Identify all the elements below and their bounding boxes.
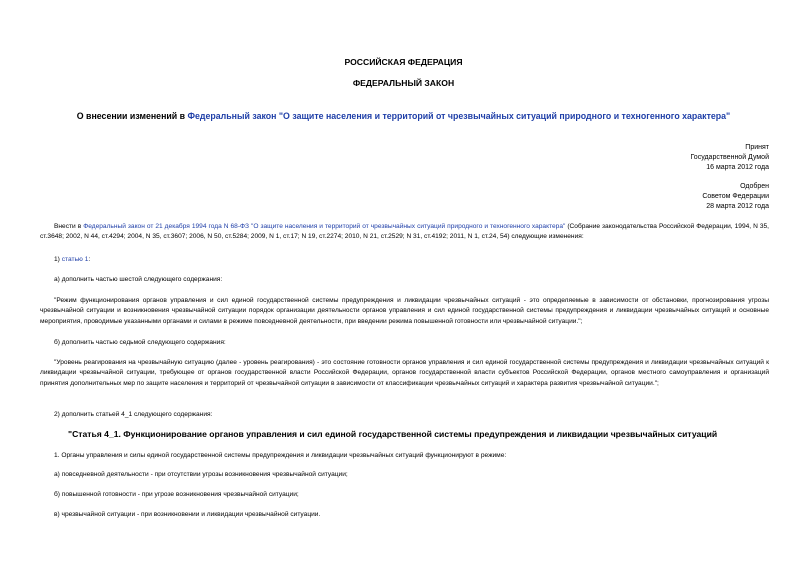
article-4-1-title: "Статья 4_1. Функционирование органов управления и сил единой государственной системы предупреждения и ликвидации чрезвычайных ситуаций — [68, 429, 718, 439]
approval-block — [702, 182, 769, 212]
quote-paragraph-1: "Режим функционирования органов управления и сил единой государственной системы предупреждения и ликвидации чрезвычайных ситуаций - это определяемые в зависимости от обстановки, прогнозирования угрозы чрезвычайной ситуации и возникновения чрезвычайной ситуации порядок организации деятельности органов управления и сил единой государственной системы предупреждения и ликвидации чрезвычайных ситуаций и основные мероприятия, проводимые указанными органами и силами в режиме повседневной деятельности, при введении режима повышенной готовности или чрезвычайной ситуации."; — [40, 297, 769, 325]
article-point-b: б) повышенной готовности - при угрозе возникновения чрезвычайной ситуации; — [54, 491, 299, 498]
item-1-suffix: : — [88, 256, 91, 263]
adoption-date: 16 марта 2012 года — [706, 164, 769, 171]
law-title-prefix: О внесении изменений в — [76, 111, 188, 121]
document-type-heading: ФЕДЕРАЛЬНЫЙ ЗАКОН — [352, 78, 455, 88]
adoption-block — [690, 143, 769, 173]
adoption-body: Государственной Думой — [690, 154, 769, 161]
item-1-prefix: 1) — [54, 256, 62, 263]
item-2: 2) дополнить статьей 4_1 следующего содержания: — [54, 411, 213, 418]
intro-suffix: (Собрание законодательства Российской Федерации, 1994, N 35, ст.3648; 2002, N 44, ст.4294; 2004, N 35, ст.3607; 2006, N 50, ст.5284; 2009, N 1, ст.17; N 19, ст.2274; 2010, N 21, ст.2529; N 31, ст.4192; 2011, N 1, ст.24, 54) следующие изменения: — [40, 223, 770, 241]
approval-date: 28 марта 2012 года — [706, 203, 769, 210]
law-title-link[interactable]: Федеральный закон "О защите населения и территорий от чрезвычайных ситуаций природного и техногенного характера" — [187, 111, 731, 121]
country-heading: РОССИЙСКАЯ ФЕДЕРАЦИЯ — [344, 57, 463, 67]
quote-paragraph-2: "Уровень реагирования на чрезвычайную ситуацию (далее - уровень реагирования) - это состояние готовности органов управления и сил единой государственной системы предупреждения и ликвидации чрезвычайных ситуаций к ликвидации чрезвычайной ситуации, требующее от органов государственной власти Российской Федерации, органов государственной власти субъектов Российской Федерации, органов местного самоуправления и организаций принятия дополнительных мер по защите населения и территорий от чрезвычайной ситуации в зависимости от классификации чрезвычайных ситуаций и характера развития чрезвычайной ситуации."; — [40, 359, 769, 387]
intro-law-link[interactable]: Федеральный закон от 21 декабря 1994 года N 68-ФЗ "О защите населения и территорий от чрезвычайных ситуаций природного и техногенного характера" — [83, 223, 566, 230]
article-point-a: а) повседневной деятельности - при отсутствии угрозы возникновения чрезвычайной ситуации; — [54, 471, 348, 478]
approval-status: Одобрен — [740, 183, 769, 190]
article-1-link[interactable]: статью 1 — [61, 256, 89, 263]
intro-paragraph — [40, 222, 769, 243]
intro-prefix: Внести в — [54, 223, 84, 230]
item-1a: а) дополнить частью шестой следующего содержания: — [54, 276, 223, 283]
article-point-c: в) чрезвычайной ситуации - при возникновении и ликвидации чрезвычайной ситуации. — [54, 511, 321, 518]
item-1 — [54, 255, 90, 265]
item-1b: б) дополнить частью седьмой следующего содержания: — [54, 339, 226, 346]
article-point-1: 1. Органы управления и силы единой государственной системы предупреждения и ликвидации чрезвычайных ситуаций функционируют в режиме: — [54, 452, 507, 459]
law-title — [0, 110, 807, 122]
approval-body: Советом Федерации — [702, 193, 769, 200]
adoption-status: Принят — [745, 144, 769, 151]
